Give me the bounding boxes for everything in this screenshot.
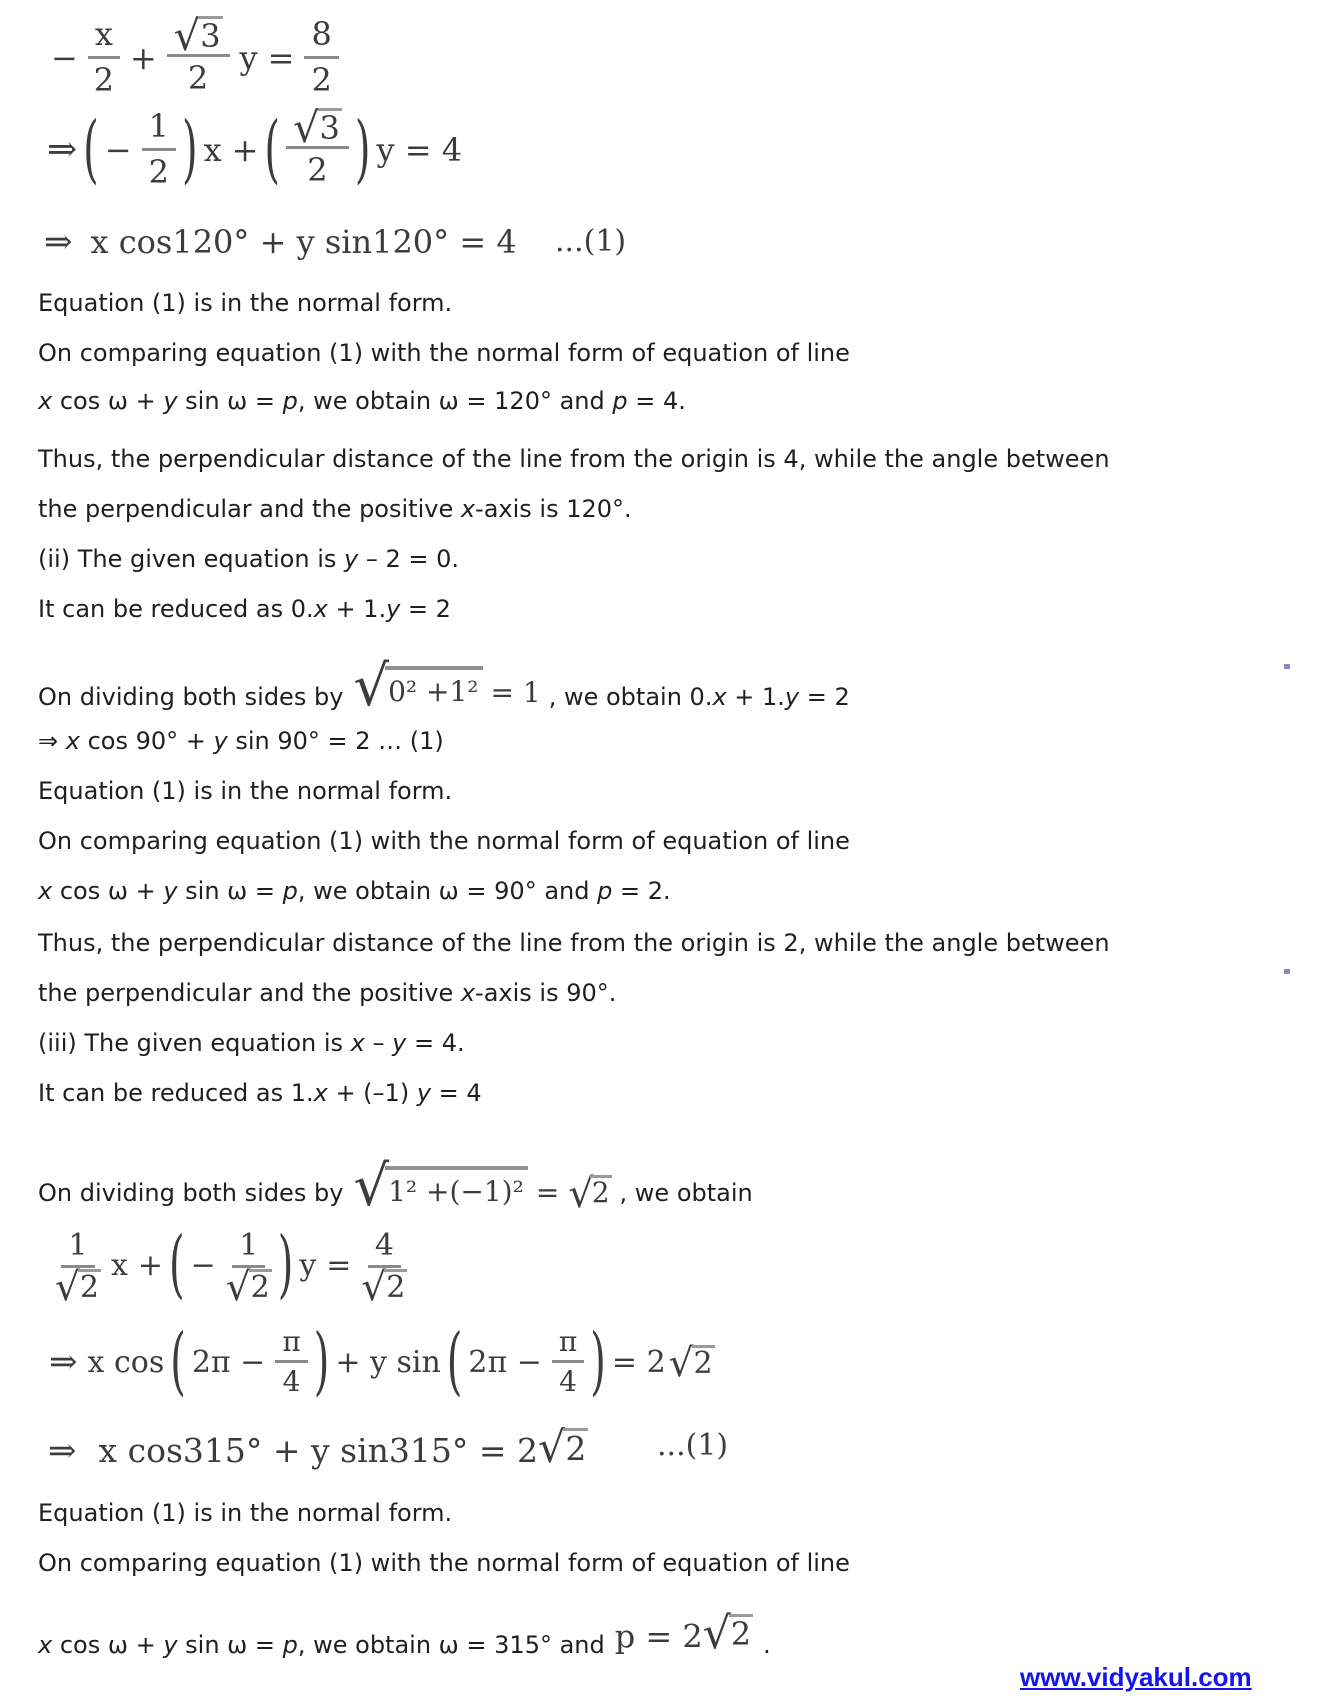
radical [361, 1265, 407, 1311]
text-run: sin ω = [177, 877, 283, 905]
text-run-group [38, 1630, 605, 1660]
right-paren: ) [354, 107, 371, 193]
minus-sign: − [51, 38, 78, 77]
text-run: = 4. [406, 1029, 465, 1057]
fraction-denominator: 2 [187, 58, 209, 97]
variable-x: x [38, 1631, 53, 1659]
variable-x: x [38, 387, 53, 415]
formula-result: = 1 [490, 676, 541, 709]
text-run: (iii) The given equation is [38, 1029, 351, 1057]
variable-p: p [282, 1631, 298, 1659]
text-run: = 4. [627, 387, 686, 415]
text-run: On comparing equation (1) with the normal form of equation of line [38, 827, 850, 855]
variable-y: y [344, 545, 359, 573]
radical-sign-icon: √ [293, 103, 320, 153]
text-run: -axis is 120°. [475, 495, 632, 523]
plus-sign: + [129, 38, 157, 77]
radical-sign-icon: √ [173, 11, 201, 61]
minus-sign: − [190, 1247, 216, 1283]
radicand: 3 [319, 109, 340, 148]
variable-y: y [163, 877, 178, 905]
radicand: 2 [79, 1270, 99, 1305]
text-run: sin ω = [177, 1631, 283, 1659]
variable-x: x [38, 877, 53, 905]
equation-step-1 [46, 11, 344, 101]
fraction-denominator: 2 [148, 152, 169, 191]
fraction-numerator: 4 [368, 1226, 401, 1268]
fraction-numerator: 1 [232, 1226, 265, 1268]
variable-x: x [712, 683, 727, 711]
right-paren: ) [313, 1319, 330, 1405]
paragraph-obtain-120 [38, 386, 686, 416]
fraction-pi-over-4 [275, 1324, 307, 1401]
fraction-denominator: 2 [311, 60, 332, 99]
radical-sign-icon: √ [668, 1341, 694, 1387]
paragraph-reduced-1x [38, 1078, 482, 1108]
paragraph-thus-2 [38, 928, 1110, 958]
text-run: , we obtain ω = 90° and [297, 877, 598, 905]
equation-text: 2π − [191, 1344, 266, 1380]
left-paren: ( [264, 107, 281, 193]
text-run: + (–1) [327, 1079, 417, 1107]
text-run: = 2 [400, 595, 451, 623]
paragraph-normal-form [38, 1498, 452, 1528]
radical-sqrt2 [668, 1341, 715, 1387]
formula-sqrt-0-1 [353, 654, 541, 720]
radicand: 1² +(−1)² [385, 1166, 528, 1208]
radicand: 2 [730, 1615, 752, 1654]
variable-x: x [350, 1029, 365, 1057]
fraction-numerator: 1 [142, 106, 176, 151]
paragraph-comparing [38, 1548, 850, 1578]
equation-number-ref: ...(1) [657, 1428, 729, 1463]
radical-sign-icon: √ [361, 1265, 387, 1311]
left-paren: ( [170, 1319, 186, 1405]
formula-text: p = 2 [614, 1617, 703, 1656]
text-run: , we obtain [619, 1179, 753, 1207]
text-run: -axis is 90°. [475, 979, 617, 1007]
minus-sign: − [104, 130, 132, 169]
implies-arrow-icon: ⇒ [47, 129, 78, 171]
implies-arrow-icon: ⇒ [44, 222, 73, 262]
formula-sqrt-1-neg1 [353, 1154, 611, 1220]
right-paren: ) [590, 1319, 606, 1405]
variable-p: p [597, 877, 613, 905]
paragraph-arrow-90 [38, 726, 444, 756]
text-run: the perpendicular and the positive [38, 495, 461, 523]
text-run: – [364, 1029, 393, 1057]
variable-y: y [299, 1247, 317, 1283]
paragraph-dividing-2 [38, 1128, 753, 1220]
fraction-1-over-sqrt2 [55, 1226, 101, 1311]
variable-y: y [239, 38, 258, 77]
fraction-4-over-sqrt2 [361, 1226, 407, 1311]
variable-x: x [460, 979, 476, 1007]
text-run: Equation (1) is in the normal form. [38, 777, 453, 805]
variable-x: x [203, 130, 222, 169]
fraction-8-over-2 [304, 14, 338, 101]
radical-sqrt2 [568, 1171, 611, 1217]
implies-arrow-icon: ⇒ [49, 1342, 78, 1383]
radicand: 2 [250, 1270, 270, 1305]
implies-arrow-icon: ⇒ [48, 1431, 77, 1472]
radicand: 0² +1² [385, 666, 482, 708]
formula-p-2sqrt2 [614, 1607, 753, 1659]
fraction-denominator: 4 [282, 1365, 301, 1399]
equals-sign: = [267, 38, 295, 77]
fraction-numerator: 1 [61, 1226, 94, 1268]
variable-x: x [65, 727, 80, 755]
text-run: Thus, the perpendicular distance of the line from the origin is 2, while the angle between [38, 929, 1110, 957]
text-run: On dividing both sides by [38, 1179, 344, 1207]
fraction-denominator [361, 1265, 407, 1311]
text-run: , we obtain ω = 315° and [297, 1631, 605, 1659]
text-run: It can be reduced as 0. [38, 595, 314, 623]
equals-sign: = [326, 1247, 352, 1283]
text-run: , we obtain 0. [548, 683, 713, 711]
variable-x: x [110, 1247, 128, 1283]
plus-sign: + [137, 1247, 164, 1283]
text-run: sin 90° = 2 … (1) [227, 727, 444, 755]
radical-sign-icon: √ [353, 1154, 390, 1220]
text-run: – 2 = 0. [358, 545, 459, 573]
radical-sign-icon: √ [225, 1265, 251, 1311]
left-paren: ( [169, 1222, 185, 1308]
equation-step-5 [44, 1319, 720, 1405]
equation-text: 2π − [468, 1344, 542, 1380]
equation-body: x cos120° + y sin120° = 4 [90, 223, 517, 261]
variable-y: y [163, 387, 178, 415]
radicand: 2 [591, 1175, 610, 1209]
text-run: the perpendicular and the positive [38, 979, 461, 1007]
radical [293, 103, 342, 153]
variable-x: x [313, 595, 328, 623]
radicand: 3 [200, 17, 221, 56]
fraction-denominator: 4 [559, 1365, 577, 1399]
equation-number-ref: ...(1) [555, 224, 627, 259]
left-paren: ( [83, 107, 99, 193]
radical-sign-icon: √ [568, 1171, 594, 1217]
equation-step-2 [42, 103, 467, 193]
text-run: cos ω + [52, 877, 164, 905]
fraction-sqrt3-over-2 [167, 11, 230, 99]
right-paren: ) [277, 1222, 294, 1308]
equation-step-6 [48, 1423, 729, 1474]
text-run: = 2 [799, 683, 850, 711]
fraction-numerator [286, 103, 349, 153]
fraction-numerator: π [275, 1324, 307, 1363]
text-run: sin ω = [177, 387, 283, 415]
fraction-numerator [167, 11, 230, 61]
variable-x: x [313, 1079, 328, 1107]
variable-y: y [386, 595, 401, 623]
paragraph-normal-form [38, 776, 452, 806]
equation-step-4 [50, 1222, 412, 1311]
formula-result: = [535, 1176, 569, 1209]
text-run: It can be reduced as 1. [38, 1079, 314, 1107]
variable-y: y [392, 1029, 407, 1057]
paragraph-obtain-90 [38, 876, 671, 906]
text-run: Equation (1) is in the normal form. [38, 289, 453, 317]
equation-step-3 [44, 222, 627, 262]
paragraph-comparing [38, 338, 850, 368]
text-run: cos ω + [52, 387, 164, 415]
fraction-denominator: 2 [93, 60, 115, 99]
fraction-sqrt3-over-2 [286, 103, 349, 191]
radicand: 2 [565, 1429, 587, 1468]
text-run: = 2. [612, 877, 671, 905]
fraction-x-over-2 [88, 14, 120, 101]
variable-x: x [460, 495, 476, 523]
scan-artifact-dot [1284, 969, 1290, 974]
text-run: + 1. [327, 595, 387, 623]
radical [173, 11, 223, 61]
paragraph-normal-form [38, 288, 452, 318]
text-run: On comparing equation (1) with the normal form of equation of line [38, 339, 850, 367]
fraction-1-over-sqrt2 [225, 1226, 272, 1311]
paragraph-given-ii [38, 544, 459, 574]
radical-sign-icon: √ [55, 1265, 80, 1311]
text-run-group [549, 682, 850, 712]
equals-2: = 2 [611, 1344, 666, 1380]
fraction-denominator [225, 1265, 272, 1311]
text-run: + 1. [726, 683, 785, 711]
fraction-denominator [55, 1265, 101, 1311]
variable-p: p [612, 387, 628, 415]
variable-y: y [213, 727, 228, 755]
paragraph-comparing [38, 826, 850, 856]
fraction-1-over-2 [142, 106, 176, 193]
radical [55, 1265, 101, 1311]
equation-tail: y = 4 [376, 130, 463, 169]
fraction-pi-over-4 [552, 1324, 584, 1401]
paragraph-axis-90 [38, 978, 616, 1008]
radicand: 2 [386, 1270, 406, 1305]
text-run: ⇒ [38, 727, 66, 755]
equation-text: + y sin [335, 1344, 441, 1380]
text-run: cos ω + [52, 1631, 164, 1659]
fraction-numerator: π [552, 1324, 584, 1363]
left-paren: ( [446, 1319, 463, 1405]
right-paren: ) [181, 107, 198, 193]
text-run: On comparing equation (1) with the normal form of equation of line [38, 1549, 850, 1577]
text-run: Equation (1) is in the normal form. [38, 1499, 453, 1527]
paragraph-dividing-1 [38, 640, 850, 720]
radical [225, 1265, 272, 1311]
fraction-denominator: 2 [307, 150, 328, 189]
plus-sign: + [231, 130, 259, 169]
paragraph-reduced-0x [38, 594, 451, 624]
text-run: On dividing both sides by [38, 683, 344, 711]
radical-sign-icon: √ [538, 1423, 566, 1474]
radical-sqrt2 [538, 1423, 588, 1474]
variable-p: p [282, 877, 298, 905]
text-run: = 4 [431, 1079, 482, 1107]
radical-sqrt2 [702, 1607, 753, 1659]
text-run: cos 90° + [79, 727, 214, 755]
paragraph-axis-120 [38, 494, 632, 524]
variable-y: y [416, 1079, 432, 1107]
variable-y: y [163, 1631, 178, 1659]
paragraph-thus-4 [38, 444, 1110, 474]
text-run: . [763, 1631, 771, 1659]
variable-p: p [282, 387, 298, 415]
paragraph-given-iii [38, 1028, 465, 1058]
radical-sign-icon: √ [702, 1607, 731, 1659]
equation-text: x cos [87, 1344, 165, 1380]
text-run: (ii) The given equation is [38, 545, 344, 573]
fraction-numerator: x [88, 14, 120, 59]
scan-artifact-dot [1284, 664, 1290, 669]
text-run: , we obtain ω = 120° and [297, 387, 613, 415]
radicand: 2 [693, 1345, 713, 1381]
radical-sign-icon: √ [353, 654, 390, 720]
text-run: Thus, the perpendicular distance of the line from the origin is 4, while the angle between [38, 445, 1110, 473]
equation-body: x cos315° + y sin315° = 2 [98, 1431, 538, 1471]
paragraph-obtain-315 [38, 1598, 771, 1660]
vidyakul-link[interactable]: www.vidyakul.com [1020, 1662, 1252, 1692]
fraction-numerator: 8 [304, 14, 338, 59]
variable-y: y [784, 683, 800, 711]
